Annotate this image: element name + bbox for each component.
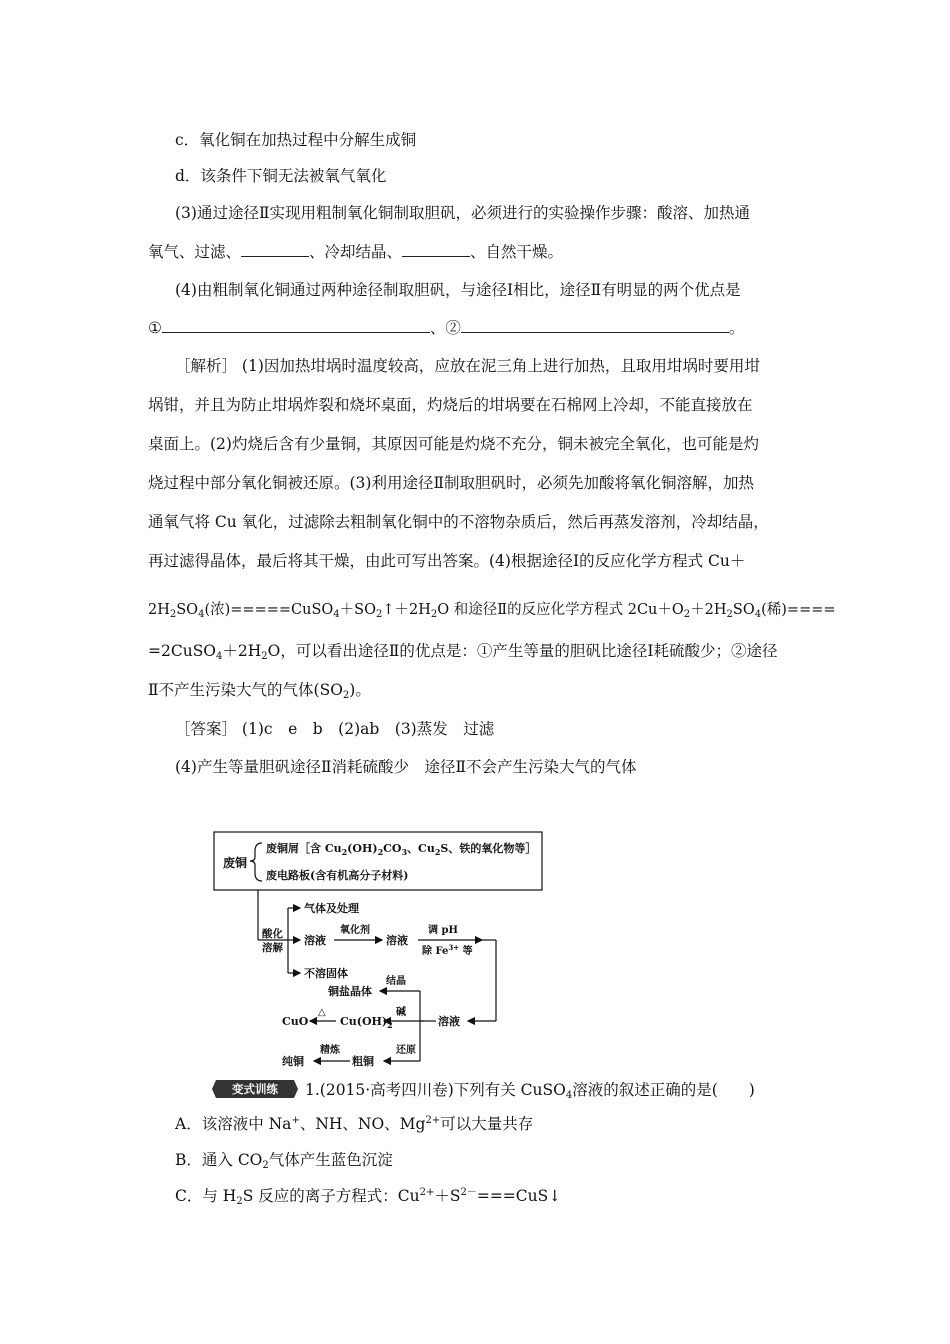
opt-sup: 2－ (460, 1187, 477, 1198)
exercise-tag-label: 变式训练 (232, 1082, 278, 1096)
eq-part: 2H (148, 602, 170, 618)
q4-line1: (4)由粗制氧化铜通过两种途径制取胆矾，与途径Ⅰ相比，途径Ⅱ有明显的两个优点是 (175, 281, 741, 299)
opt-sub: 2 (236, 1196, 243, 1207)
option-c: c．氧化铜在加热过程中分解生成铜 (175, 131, 417, 149)
exercise-option-c (175, 1186, 835, 1206)
q3-blank-2 (402, 242, 470, 257)
q4-line2 (148, 318, 808, 338)
eq-part: (稀)==== (761, 602, 836, 618)
insoluble-label: 不溶固体 (304, 967, 348, 980)
eq-sub: 4 (333, 609, 340, 620)
q4-sep: 、② (429, 319, 461, 337)
solution3-label: 溶液 (438, 1015, 460, 1028)
eq-part: Ⅱ不产生污染大气的气体(SO (148, 681, 343, 699)
q3-text-a: 氧气、过滤、 (148, 243, 242, 261)
analysis-line1: ［解析］ (1)因加热坩埚时温度较高，应放在泥三角上进行加热，且取用坩埚时要用坩 (175, 357, 760, 375)
q3-text-c: 、自然干燥。 (470, 243, 564, 261)
eq-part: O 和途径Ⅱ的反应化学方程式 2Cu＋O (437, 602, 684, 618)
pure-copper-label: 纯铜 (282, 1055, 304, 1068)
eq-sub: 2 (375, 609, 383, 620)
eq-sub: 4 (754, 609, 762, 620)
process-flow-diagram (200, 825, 560, 1075)
exercise-tag (212, 1078, 298, 1100)
analysis-line6: 再过滤得晶体，最后将其干燥，由此可写出答案。(4)根据途径Ⅰ的反应化学方程式 Cu＋ (148, 552, 746, 570)
eq-part: SO (732, 602, 755, 618)
eq-sub: 2 (430, 609, 438, 620)
q1-sub: 4 (565, 1090, 573, 1101)
opt-sup: 2+ (419, 1187, 435, 1198)
eq-part: ＋2H (690, 602, 727, 618)
analysis-line9 (148, 680, 808, 700)
q3-line2 (148, 242, 808, 262)
solution1-label: 溶液 (304, 934, 326, 947)
eq-sub: 2 (169, 609, 177, 620)
waste-copper-label: 废铜 (223, 856, 248, 870)
dissolve-label: 溶解 (262, 942, 283, 954)
opt-sup: + (291, 1115, 300, 1126)
eq-sub: 4 (216, 651, 223, 662)
oxidant-label: 氧化剂 (340, 925, 370, 936)
eq-part: ＋SO (339, 602, 376, 618)
circuit-board-label: 废电路板(含有机高分子材料) (266, 869, 409, 882)
analysis-line5: 通氧气将 Cu 氧化，过滤除去粗制氧化铜中的不溶物杂质后，然后再蒸发溶剂，冷却结晶， (148, 513, 769, 531)
opt-text: B．通入 CO (175, 1151, 263, 1169)
eq-sub: 2 (726, 609, 733, 620)
q4-blank-2 (461, 318, 729, 333)
opt-text: S 反应的离子方程式：Cu (242, 1187, 420, 1205)
q1-text: 1.(2015·高考四川卷)下列有关 CuSO (305, 1081, 566, 1099)
salt-crystal-label: 铜盐晶体 (328, 985, 372, 998)
eq-part: SO (176, 602, 199, 618)
opt-text: 、NH、NO、Mg (299, 1115, 426, 1133)
q4-blank-1 (162, 318, 430, 333)
eq-part: ↑＋2H (382, 602, 431, 618)
eq-part: O，可以看出途径Ⅱ的优点是：①产生等量的胆矾比途径Ⅰ耗硫酸少；②途径 (267, 642, 778, 660)
opt-text: 气体产生蓝色沉淀 (268, 1151, 393, 1169)
q4-end: 。 (728, 319, 745, 337)
opt-sub: 2 (262, 1160, 269, 1171)
eq-sub: 4 (198, 609, 205, 620)
opt-sup: 2+ (425, 1115, 441, 1126)
eq-part: ＋2H (222, 642, 262, 660)
cuoh2-label: $Cu(OH)_2$ (340, 1015, 393, 1030)
opt-text: ===CuS↓ (476, 1187, 562, 1205)
opt-text: C．与 H (175, 1187, 237, 1205)
analysis-line3: 桌面上。(2)灼烧后含有少量铜，其原因可能是灼烧不充分，铜未被完全氧化，也可能是灼 (148, 435, 759, 453)
eq-part: )。 (349, 681, 371, 699)
eq-part: =2CuSO (148, 642, 217, 660)
q3-blank-1 (241, 242, 309, 257)
q3-text-b: 、冷却结晶、 (309, 243, 403, 261)
acidify-label: 酸化 (262, 928, 283, 940)
base-label: 碱 (396, 1007, 406, 1018)
analysis-line4: 烧过程中部分氧化铜被还原。(3)利用途径Ⅱ制取胆矾时，必须先加酸将氧化铜溶解，加热 (148, 474, 754, 492)
heat-label: △ (318, 1007, 326, 1018)
q1-text: 溶液的叙述正确的是( ) (572, 1081, 755, 1099)
eq-part: (浓)=====CuSO (204, 602, 334, 618)
option-d: d．该条件下铜无法被氧气氧化 (175, 167, 387, 185)
brace-shape (250, 843, 262, 881)
adjust-ph-label: 调 pH (428, 925, 458, 936)
exercise-option-a (175, 1114, 835, 1134)
eq-sub: 2 (683, 609, 691, 620)
opt-text: 可以大量共存 (440, 1115, 534, 1133)
eq-sub: 2 (261, 651, 268, 662)
crystallize-label: 结晶 (386, 976, 406, 987)
cuo-label: CuO (282, 1015, 309, 1028)
opt-text: A．该溶液中 Na (175, 1115, 292, 1133)
opt-text: ＋S (434, 1187, 461, 1205)
analysis-line7 (148, 600, 836, 620)
analysis-line2: 埚钳，并且为防止坩埚炸裂和烧坏桌面，灼烧后的坩埚要在石棉网上冷却，不能直接放在 (148, 396, 753, 414)
answer-line1: ［答案］ (1)c e b (2)ab (3)蒸发 过滤 (175, 720, 495, 738)
analysis-line8 (148, 641, 808, 661)
exercise-option-b (175, 1150, 835, 1170)
refine-label: 精炼 (320, 1045, 340, 1056)
q4-circ1: ① (148, 319, 162, 337)
q3-line1: (3)通过途径Ⅱ实现用粗制氧化铜制取胆矾，必须进行的实验操作步骤：酸溶、加热通 (175, 204, 750, 222)
gas-label: 气体及处理 (304, 902, 359, 915)
solution2-label: 溶液 (386, 934, 408, 947)
scrap-copper-label: 废铜屑［含 $Cu_2(OH)_2CO_3$、$Cu_2S$、铁的氧化物等］ (266, 842, 537, 857)
eq-sub: 2 (342, 690, 350, 701)
reduce-label: 还原 (396, 1045, 416, 1056)
answer-line2: (4)产生等量胆矾途径Ⅱ消耗硫酸少 途径Ⅱ不会产生污染大气的气体 (175, 758, 637, 776)
exercise-q1 (305, 1080, 805, 1100)
crude-copper-label: 粗铜 (352, 1055, 374, 1068)
remove-fe-label: 除 $Fe^{3+}$ 等 (422, 943, 473, 957)
